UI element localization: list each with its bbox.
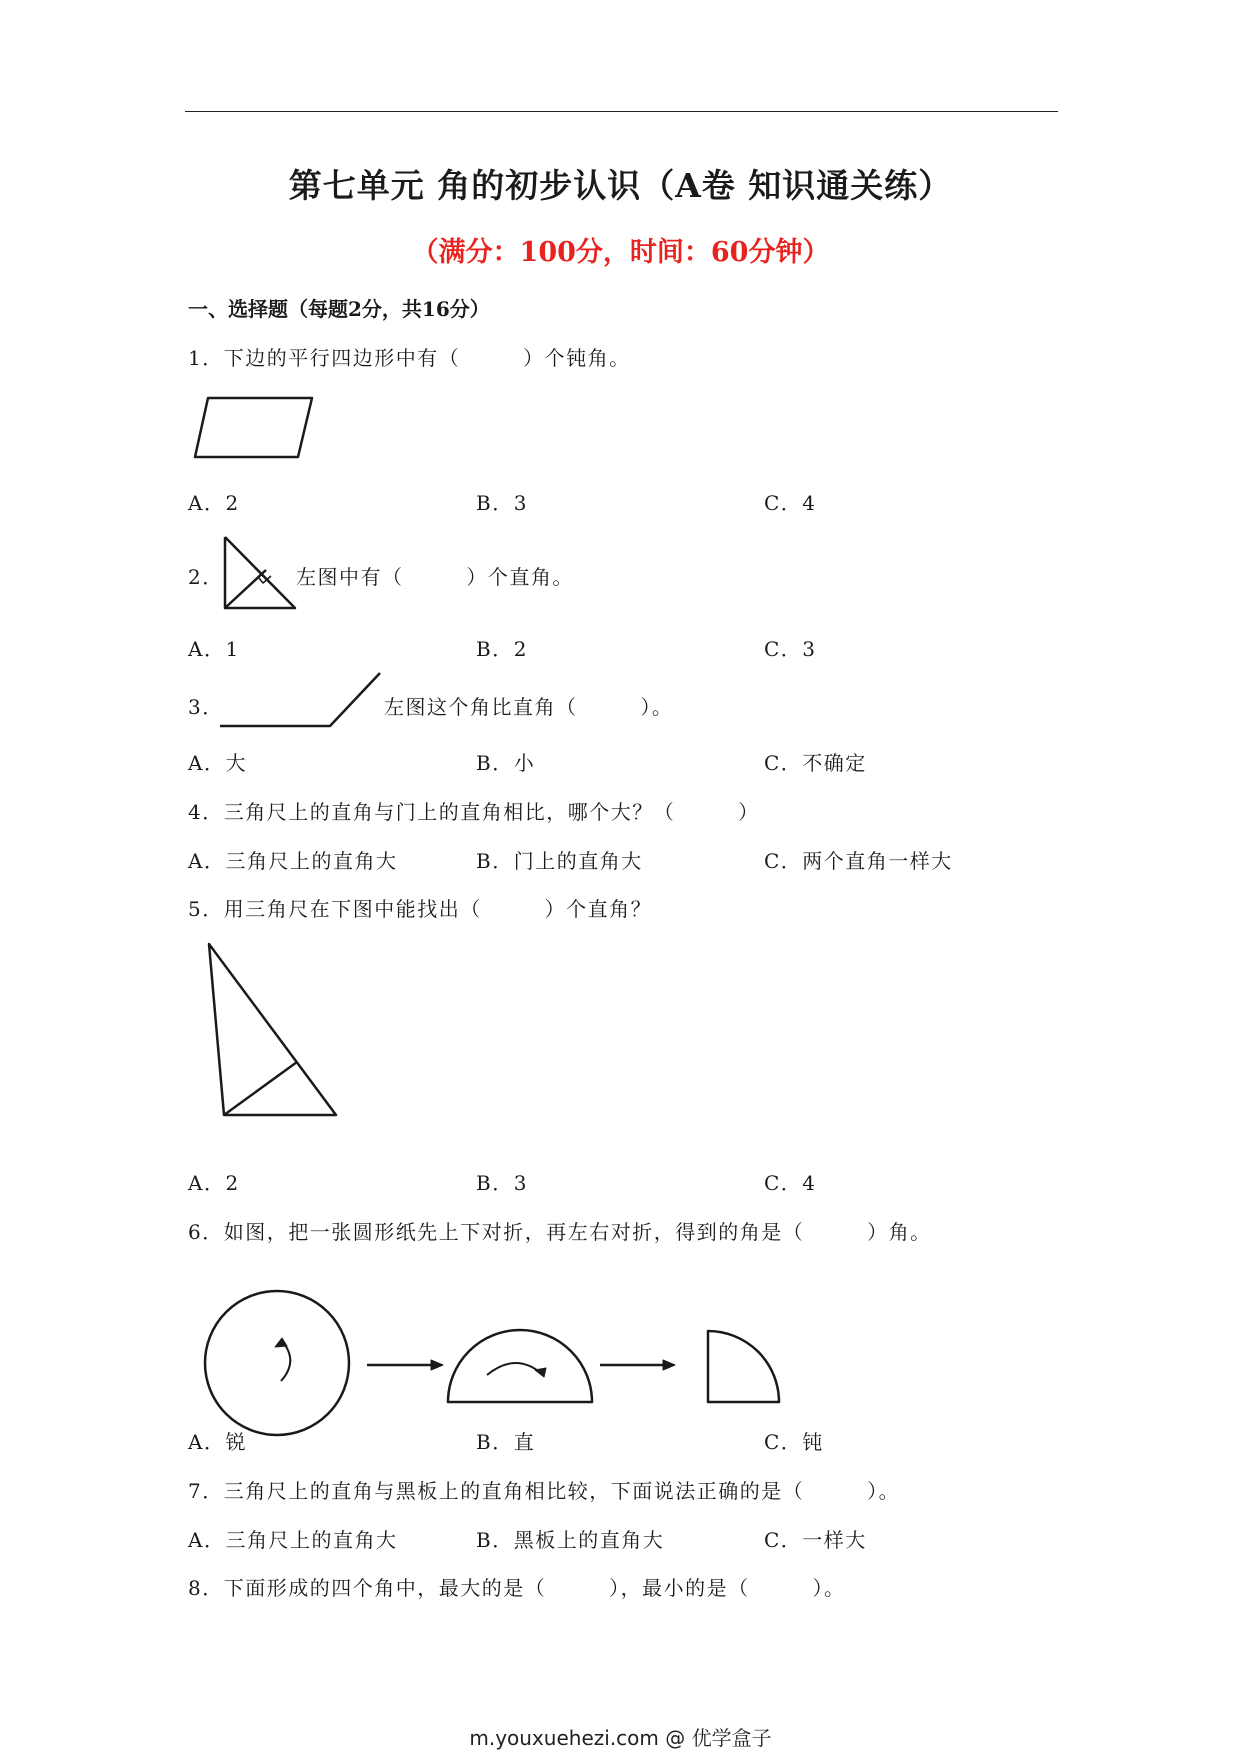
question-8-text: 8．下面形成的四个角中，最大的是（ ），最小的是（ ）。 (188, 1576, 846, 1600)
question-6-option-b: B．直 (476, 1430, 536, 1454)
question-2-number: 2． (188, 565, 224, 589)
question-7-option-c: C．一样大 (764, 1528, 867, 1552)
question-5-option-a: A．2 (188, 1171, 240, 1195)
page-title: 第七单元 角的初步认识（A卷 知识通关练） (288, 166, 953, 205)
quarter-circle-paper (708, 1331, 779, 1402)
question-5-option-c: C．4 (764, 1171, 817, 1195)
header-rule (185, 111, 1058, 112)
question-4-text: 4．三角尺上的直角与门上的直角相比，哪个大？（ ） (188, 800, 760, 824)
inner-segment (224, 1062, 297, 1115)
question-3-option-a: A．大 (188, 751, 247, 775)
section-title: 一、选择题（每题2分，共16分） (188, 297, 490, 321)
altitude-line (225, 570, 266, 608)
question-2-option-b: B．2 (476, 637, 528, 661)
question-4-option-c: C．两个直角一样大 (764, 849, 953, 873)
question-4-option-a: A．三角尺上的直角大 (188, 849, 398, 873)
question-7-option-b: B．黑板上的直角大 (476, 1528, 665, 1552)
triangle-with-segment-figure (205, 940, 340, 1120)
footer-watermark: m.youxuehezi.com @ 优学盒子 (469, 1726, 772, 1750)
question-2-option-c: C．3 (764, 637, 817, 661)
fold-arrow-curve (281, 1341, 290, 1381)
question-1-text: 1．下边的平行四边形中有（ ）个钝角。 (188, 346, 631, 370)
obtuse-angle-figure (218, 668, 383, 733)
arrow-head-1 (431, 1360, 443, 1370)
circle-paper (205, 1291, 349, 1435)
parallelogram-shape (195, 398, 312, 457)
question-4-option-b: B．门上的直角大 (476, 849, 643, 873)
question-2-text: 左图中有（ ）个直角。 (296, 565, 574, 589)
parallelogram-figure (190, 390, 320, 460)
question-3-number: 3． (188, 695, 224, 719)
question-7-option-a: A．三角尺上的直角大 (188, 1528, 398, 1552)
angle-sides (220, 673, 380, 726)
fold-arrow-curve-2 (487, 1363, 541, 1375)
fold-arrow-head (275, 1338, 287, 1347)
large-triangle (209, 944, 336, 1115)
question-1-option-a: A．2 (188, 491, 240, 515)
fold-arrow-head-2 (535, 1368, 546, 1377)
question-6-option-a: A．锐 (188, 1430, 247, 1454)
question-5-option-b: B．3 (476, 1171, 528, 1195)
question-7-text: 7．三角尺上的直角与黑板上的直角相比较，下面说法正确的是（ ）。 (188, 1479, 901, 1503)
question-1-option-b: B．3 (476, 491, 528, 515)
paper-folding-figure (195, 1285, 795, 1445)
question-1-option-c: C．4 (764, 491, 817, 515)
question-2-option-a: A．1 (188, 637, 240, 661)
page-subtitle: （满分：100分，时间：60分钟） (411, 237, 830, 268)
question-6-text: 6．如图，把一张圆形纸先上下对折，再左右对折，得到的角是（ ）角。 (188, 1220, 932, 1244)
arrow-head-2 (663, 1360, 675, 1370)
question-3-text: 左图这个角比直角（ ）。 (384, 695, 674, 719)
question-3-option-b: B．小 (476, 751, 536, 775)
right-triangle-figure (220, 535, 300, 615)
question-5-text: 5．用三角尺在下图中能找出（ ）个直角？ (188, 897, 653, 921)
semicircle-paper (448, 1330, 592, 1402)
question-3-option-c: C．不确定 (764, 751, 867, 775)
question-6-option-c: C．钝 (764, 1430, 824, 1454)
